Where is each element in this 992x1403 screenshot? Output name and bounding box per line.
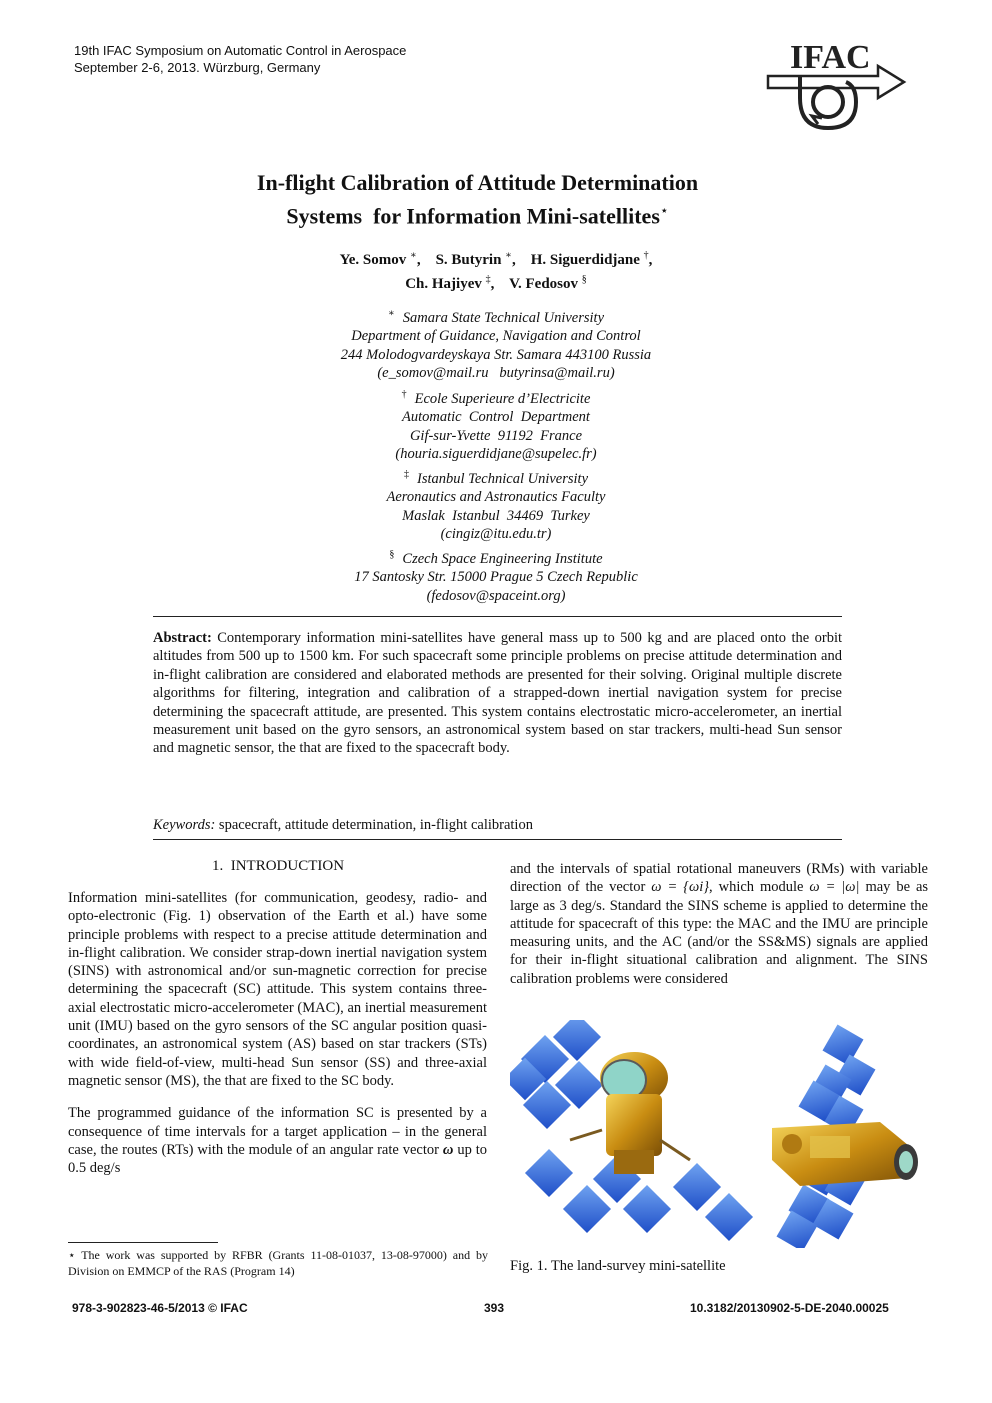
abstract [153,629,842,758]
ifac-logo-icon [760,36,910,132]
paragraph-text: and the intervals of spatial rotational maneuvers (RMs) with variable direction of the vector [510,861,928,896]
author-name: Ye. Somov [339,252,407,268]
affiliation-line: Istanbul Technical University [416,470,589,487]
affiliation-mark: ∗ [387,308,395,319]
right-paragraph [510,860,928,988]
conference-header [74,42,406,76]
title-line-1: In-flight Calibration of Attitude Determination [256,170,699,195]
author-sep: , [511,252,516,268]
right-column [510,860,928,1000]
title-star: ⋆ [659,204,669,219]
title-line-2: Systems for Information Mini-satellites [286,203,660,229]
affiliation-line: Samara State Technical University [402,309,605,326]
affiliation-line: 244 Molodogvardeyskaya Str. Samara 443100 Russia [340,346,652,363]
satellite-illustration [510,1020,930,1248]
footer-page-number: 393 [484,1301,505,1315]
affiliation-mark: ‡ [403,469,409,480]
author-mark: ∗ [505,250,512,261]
equation-omega-module: ω = |ω| [809,879,860,896]
author-name: H. Siguerdidjane [530,252,640,268]
authors-line-1 [0,246,992,270]
authors [0,246,992,294]
affiliation-line: Automatic Control Department [402,409,590,426]
paragraph-text: may be as large as 3 deg/s. Standard the SINS scheme is applied to determine the attitude for spacecraft of this type: the MAC and the IMU are principle measuring units, and the AC (and/or the SS&MS) signals are applied for their in-flight situational calibration and alignment. The SINS calibration problems were considered [510,879,929,987]
conference-name: 19th IFAC Symposium on Automatic Control in Aerospace [74,43,407,58]
logo-text: IFAC [790,39,871,76]
footnote-text: The work was supported by RFBR (Grants 11-08-01037, 13-08-97000) and by Division on EMMCP of the RAS (Program 14) [68,1248,488,1278]
divider-top [153,616,842,617]
conference-date: September 2-6, 2013. Würzburg, Germany [74,60,321,75]
affiliation-line: Czech Space Engineering Institute [402,550,603,567]
affiliation-supelec [0,386,992,464]
keywords-label: Keywords: [153,817,216,833]
equation-omega-set: ω = {ωi} [651,879,710,896]
author-mark: ∗ [410,250,417,261]
authors-line-2 [0,270,992,294]
abstract-label: Abstract: [153,630,212,646]
affiliation-line: 17 Santosky Str. 15000 Prague 5 Czech Republic [354,569,638,586]
author-mark: ‡ [485,274,491,285]
figure-caption: Fig. 1. The land-survey mini-satellite [510,1258,726,1274]
author-name: Ch. Hajiyev [405,276,482,292]
paragraph-text: The programmed guidance of the information SC is presented by a consequence of time intervals for a target application – in the general case, the routes (RTs) with the module of an angular rate vector [68,1105,487,1158]
author-mark: § [581,274,587,285]
omega-symbol: ω [442,1141,454,1158]
affiliation-line: (fedosov@spaceint.org) [426,587,566,604]
affiliation-line: (cingiz@itu.edu.tr) [440,526,552,543]
satellite-body-right [772,1122,918,1186]
affiliation-samara [0,305,992,383]
divider-bottom [153,839,842,840]
keywords-text: spacecraft, attitude determination, in-flight calibration [218,817,533,833]
affiliation-istanbul [0,466,992,544]
affiliation-line: Ecole Superieure d’Electricite [414,390,591,407]
paper-title [0,168,955,230]
affiliation-line: Maslak Istanbul 34469 Turkey [402,507,590,524]
figure-satellite [510,1020,930,1248]
author-name: V. Fedosov [509,276,579,292]
footer-doi: 10.3182/20130902-5-DE-2040.00025 [690,1301,889,1315]
abstract-text: Contemporary information mini-satellites have general mass up to 500 kg and are placed onto the orbit altitudes from 500 up to 1500 km. For such spacecraft some principle problems on precise attitude determination and in-flight calibration are considered and elaborated methods are presented for their solving. Original multiple discrete algorithms for filtering, integration and calibration of a strapped-down inertial navigation system for precise determining the spacecraft attitude, are presented. This system contains electrostatic micro-accelerometer, an inertial measurement unit based on the gyro sensors, an astronomical system based on star trackers, multi-head Sun sensor and magnetic sensor, the that are fixed to the spacecraft body. [153,630,843,757]
left-column [68,889,487,1189]
section-heading: 1. INTRODUCTION [211,858,345,874]
affiliation-line: Gif-sur-Yvette 91192 France [409,427,583,444]
author-sep: , [648,252,653,268]
footnote [68,1247,488,1279]
author-sep: , [416,252,421,268]
ifac-logo [760,36,910,132]
footnote-mark: ⋆ [68,1248,76,1262]
affiliation-czech [0,546,992,605]
footer-isbn: 978-3-902823-46-5/2013 © IFAC [72,1301,248,1315]
affiliation-line: Department of Guidance, Navigation and Control [351,328,641,345]
affiliation-line: (e_somov@mail.ru butyrinsa@mail.ru) [377,365,615,382]
paragraph-text: up to 0.5 deg/s [68,1141,488,1177]
affiliation-mark: § [389,549,395,560]
affiliation-line: (houria.siguerdidjane@supelec.fr) [395,446,597,463]
intro-paragraph-1: Information mini-satellites (for communication, geodesy, radio- and opto-electronic (Fig. 1) observation of the Earth et al.) have some principle problems with respect to a precise attitude determination and in-flight calibration. We consider strap-down inertial navigation system (SINS) with astronomical and/or sun-magnetic correction for precise determining the spacecraft (SC) attitude. This system contains three-axial electrostatic micro-accelerometer (MAC), an inertial measurement unit (IMU) based on the gyro sensors of the SC angular position quasi-coordinates, an astronomical system (AS) based on star trackers (STs) with wide field-of-view, multi-head Sun sensor (SS) and three-axial magnetic sensor (MS), the that are fixed to the SC body. [68,890,487,1089]
author-name: S. Butyrin [435,252,502,268]
author-mark: † [643,250,649,261]
keywords [153,817,842,834]
affiliation-mark: † [401,389,407,400]
author-sep: , [490,276,495,292]
footnote-rule [68,1242,218,1243]
solar-panels-left-upper [510,1020,603,1129]
intro-paragraph-2 [68,1104,487,1177]
paragraph-text: , which module [709,879,804,896]
affiliation-line: Aeronautics and Astronautics Faculty [386,489,606,506]
